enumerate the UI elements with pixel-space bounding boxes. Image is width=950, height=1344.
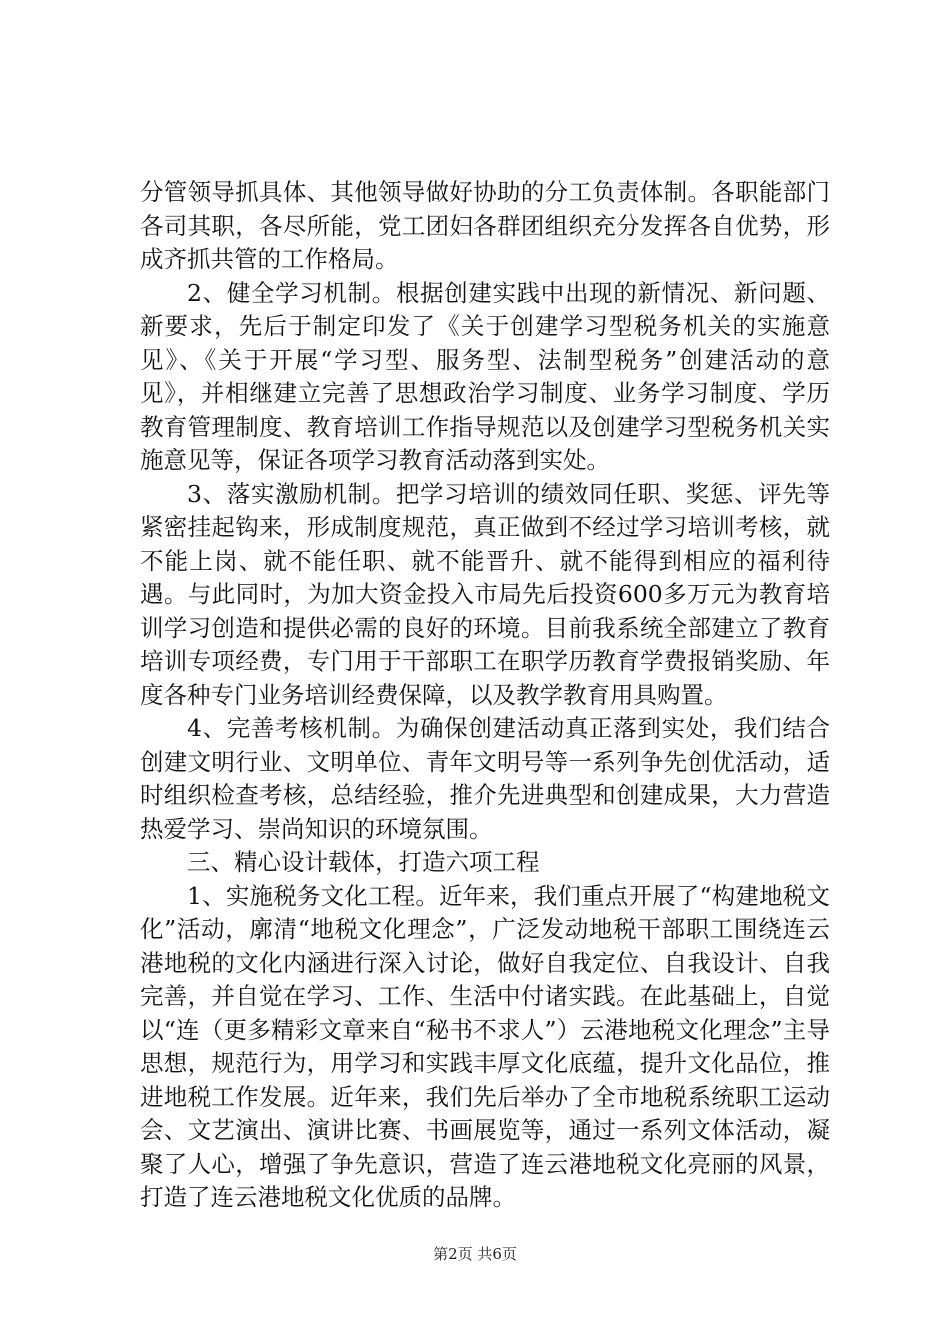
page-number-label: 第2页 共6页 <box>433 1245 517 1263</box>
document-body <box>140 176 830 1215</box>
paragraph-tax-culture-project: 1、实施税务文化工程。近年来，我们重点开展了“构建地税文化”活动，廓清“地税文化理念”，广泛发动地税干部职工围绕连云港地税的文化内涵进行深入讨论，做好自我定位、自我设计、自我完善，并自觉在学习、工作、生活中付诸实践。在此基础上，自觉以“连（更多精彩文章来自“秘书不求人”）云港地税文化理念”主导思想，规范行为，用学习和实践丰厚文化底蕴，提升文化品位，推进地税工作发展。近年来，我们先后举办了全市地税系统职工运动会、文艺演出、演讲比赛、书画展览等，通过一系列文体活动，凝聚了人心，增强了争先意识，营造了连云港地税文化亮丽的风景，打造了连云港地税文化优质的品牌。 <box>140 881 830 1211</box>
page-footer <box>0 1244 950 1264</box>
section-heading-three: 三、精心设计载体，打造六项工程 <box>187 848 540 876</box>
paragraph-learning-mechanism: 2、健全学习机制。根据创建实践中出现的新情况、新问题、新要求，先后于制定印发了《关于创建学习型税务机关的实施意见》、《关于开展“学习型、服务型、法制型税务”创建活动的意见》，并相继建立完善了思想政治学习制度、业务学习制度、学历教育管理制度、教育培训工作指导规范以及创建学习型税务机关实施意见等，保证各项学习教育活动落到实处。 <box>140 278 830 474</box>
paragraph-assessment-mechanism: 4、完善考核机制。为确保创建活动真正落到实处，我们结合创建文明行业、文明单位、青年文明号等一系列争先创优活动，适时组织检查考核，总结经验，推介先进典型和创建成果，大力营造热爱学习、崇尚知识的环境氛围。 <box>140 714 830 843</box>
paragraph-continuation: 分管领导抓具体、其他领导做好协助的分工负责体制。各职能部门各司其职，各尽所能，党工团妇各群团组织充分发挥各自优势，形成齐抓共管的工作格局。 <box>140 178 830 273</box>
paragraph-incentive-mechanism: 3、落实激励机制。把学习培训的绩效同任职、奖惩、评先等紧密挂起钩来，形成制度规范，真正做到不经过学习培训考核，就不能上岗、就不能任职、就不能晋升、就不能得到相应的福利待遇。与此同时，为加大资金投入市局先后投资600多万元为教育培训学习创造和提供必需的良好的环境。目前我系统全部建立了教育培训专项经费，专门用于干部职工在职学历教育学费报销奖励、年度各种专门业务培训经费保障，以及教学教育用具购置。 <box>140 479 830 709</box>
